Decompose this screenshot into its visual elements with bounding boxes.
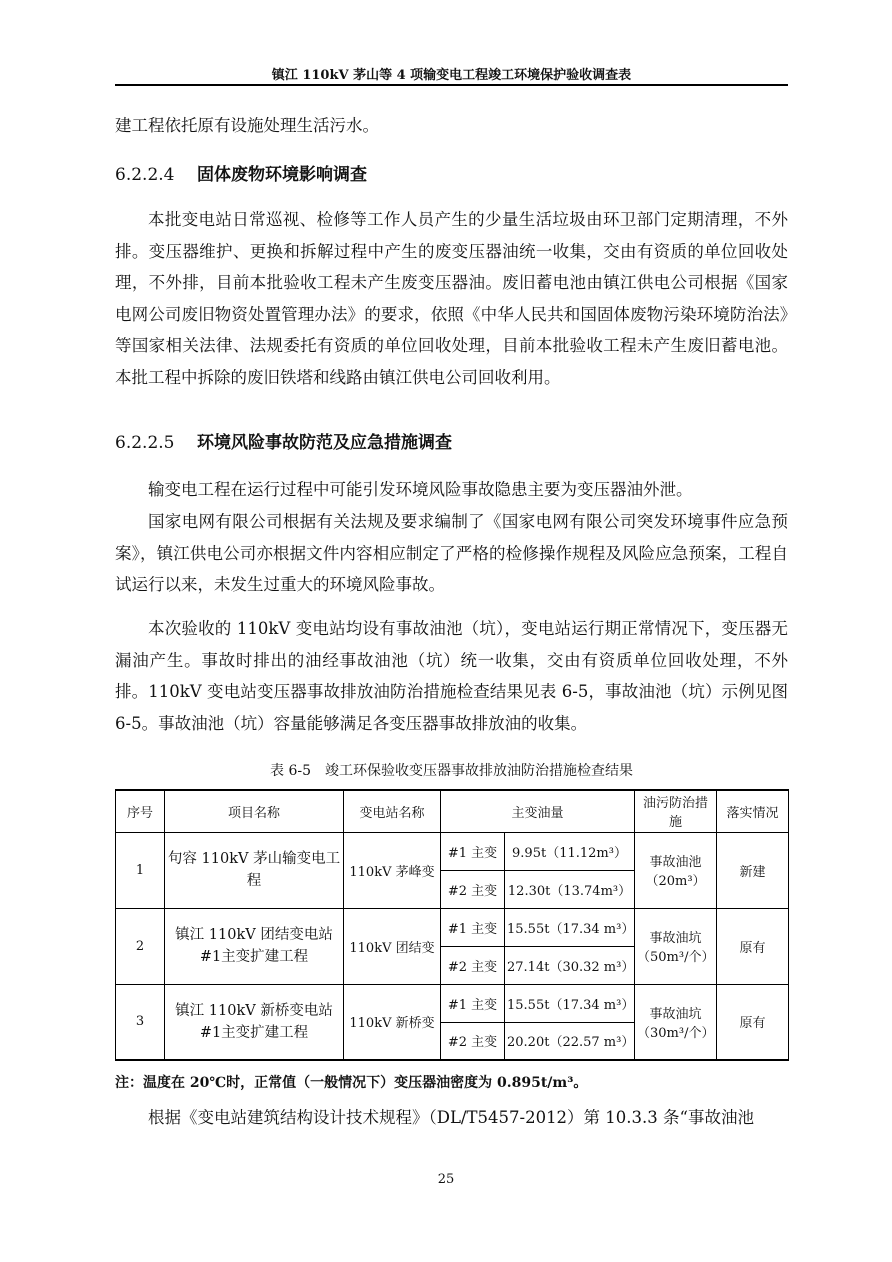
measure-capacity: （50m³/个）: [637, 950, 715, 965]
running-header: [115, 62, 788, 86]
measure-type: 事故油坑: [649, 931, 702, 946]
cell-transformer: #1 主变: [441, 832, 505, 870]
cell-status: 原有: [717, 984, 789, 1060]
cell-measure: [635, 908, 717, 984]
measure-capacity: （30m³/个）: [637, 1025, 715, 1041]
cell-seq: 2: [116, 908, 165, 984]
cell-station: 110kV 团结变: [344, 908, 441, 984]
header-status: 落实情况: [717, 790, 789, 832]
cell-oil-volume: 9.95t（11.12m³）: [505, 832, 635, 870]
table-caption: 表 6-5 竣工环保验收变压器事故排放油防治措施检查结果: [270, 763, 633, 779]
header-project: 项目名称: [165, 790, 344, 832]
paragraph-last: 根据《变电站建筑结构设计技术规程》（DL/T5457-2012）第 10.3.3 条“事故油池: [148, 1108, 754, 1127]
cell-oil-volume: 15.55t（17.34 m³）: [505, 984, 635, 1022]
cell-transformer: #2 主变: [441, 946, 505, 984]
measure-capacity: （20m³）: [645, 874, 706, 889]
cell-transformer: #1 主变: [441, 984, 505, 1022]
header-station: 变电站名称: [344, 790, 441, 832]
section-number: 6.2.2.5: [115, 433, 175, 453]
table-row: [116, 832, 789, 870]
section-title: 固体废物环境影响调查: [197, 165, 367, 185]
section-number: 6.2.2.4: [115, 165, 175, 185]
cell-oil-volume: 12.30t（13.74m³）: [505, 870, 635, 908]
section-title: 环境风险事故防范及应急措施调查: [197, 433, 452, 453]
cell-station: 110kV 茅峰变: [344, 832, 441, 908]
header-oil: 主变油量: [441, 790, 635, 832]
cell-project: 镇江 110kV 新桥变电站#1主变扩建工程: [165, 984, 344, 1060]
section-heading-risk: [115, 428, 788, 453]
running-header-text: 镇江 110kV 茅山等 4 项输变电工程竣工环境保护验收调查表: [271, 68, 632, 83]
cell-status: 原有: [717, 908, 789, 984]
paragraph-risk-1: 输变电工程在运行过程中可能引发环境风险事故隐患主要为变压器油外泄。: [148, 480, 693, 499]
cell-status: 新建: [717, 832, 789, 908]
cell-transformer: #2 主变: [441, 1022, 505, 1060]
section-heading-solid-waste: [115, 160, 788, 185]
cell-project: 句容 110kV 茅山输变电工程: [165, 832, 344, 908]
header-measure: 油污防治措施: [635, 790, 717, 832]
cell-project: 镇江 110kV 团结变电站#1主变扩建工程: [165, 908, 344, 984]
table-row: [116, 908, 789, 946]
page-number: 25: [437, 1172, 455, 1187]
cell-seq: 3: [116, 984, 165, 1060]
cell-transformer: #2 主变: [441, 870, 505, 908]
cell-station: 110kV 新桥变: [344, 984, 441, 1060]
cell-oil-volume: 27.14t（30.32 m³）: [505, 946, 635, 984]
header-seq: 序号: [116, 790, 165, 832]
table-note: 注：温度在 20℃时，正常值（一般情况下）变压器油密度为 0.895t/m³。: [115, 1075, 588, 1091]
paragraph-risk-2: 国家电网有限公司根据有关法规及要求编制了《国家电网有限公司突发环境事件应急预案》，镇江供电公司亦根据文件内容相应制定了严格的检修操作规程及风险应急预案，工程自试运行以来，未发生过重大的环境风险事故。: [115, 512, 788, 594]
measure-type: 事故油池: [649, 855, 702, 870]
cell-oil-volume: 20.20t（22.57 m³）: [505, 1022, 635, 1060]
paragraph-risk-3: 本次验收的 110kV 变电站均设有事故油池（坑），变电站运行期正常情况下，变压器无漏油产生。事故时排出的油经事故油池（坑）统一收集，交由有资质单位回收处理，不外排。110kV 变电站变压器事故排放油防治措施检查结果见表 6-5，事故油池（坑）示例见图 6-5。事故油池（坑）容量能够满足各变压器事故排放油的收集。: [115, 619, 788, 733]
oil-prevention-table: [115, 789, 789, 1061]
cell-transformer: #1 主变: [441, 908, 505, 946]
measure-type: 事故油坑: [649, 1006, 702, 1022]
cell-measure: [635, 832, 717, 908]
paragraph-solid-waste: 本批变电站日常巡视、检修等工作人员产生的少量生活垃圾由环卫部门定期清理，不外排。变压器维护、更换和拆解过程中产生的废变压器油统一收集，交由有资质的单位回收处理，不外排，目前本批验收工程未产生废变压器油。废旧蓄电池由镇江供电公司根据《国家电网公司废旧物资处置管理办法》的要求，依照《中华人民共和国固体废物污染环境防治法》等国家相关法律、法规委托有资质的单位回收处理，目前本批验收工程未产生废旧蓄电池。本批工程中拆除的废旧铁塔和线路由镇江供电公司回收利用。: [115, 210, 788, 387]
table-row: [116, 984, 789, 1022]
paragraph-top: 建工程依托原有设施处理生活污水。: [115, 116, 379, 135]
cell-seq: 1: [116, 832, 165, 908]
table-header-row: [116, 790, 789, 832]
cell-measure: [635, 984, 717, 1060]
cell-oil-volume: 15.55t（17.34 m³）: [505, 908, 635, 946]
